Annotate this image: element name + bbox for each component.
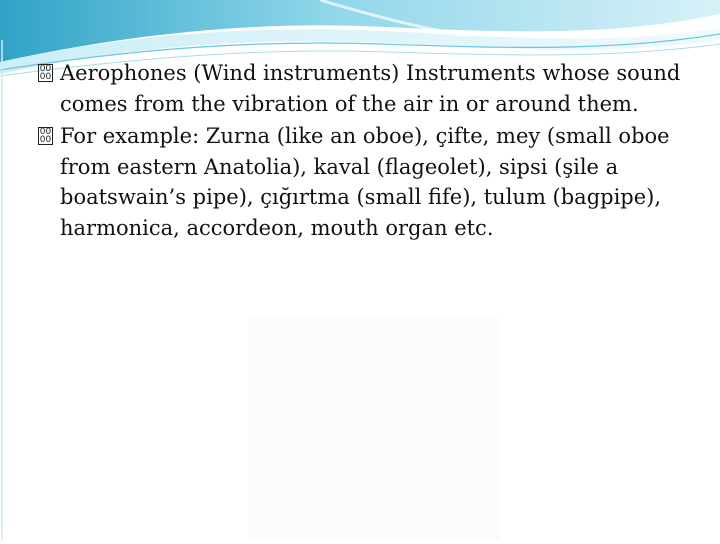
zurna-instrument-image (248, 318, 500, 540)
slide-body (38, 58, 698, 245)
left-accent-line (0, 40, 8, 540)
bullet-2-text: For example: Zurna (like an oboe), çifte, mey (small oboe from eastern Anatolia), kaval (flageolet), sipsi (şile a boatswain’s pipe), çığırtma (small fife), tulum (bagpipe), harmonica, accordeon, mouth organ etc. (60, 124, 670, 240)
missing-glyph-box-icon: 00 00 (39, 64, 52, 82)
photo-background (248, 318, 500, 540)
bullet-1-text: Aerophones (Wind instruments) Instruments whose sound comes from the vibration of the air in or around them. (60, 61, 681, 116)
missing-glyph-box-icon: 00 00 (39, 127, 52, 145)
bullet-2 (38, 121, 698, 243)
bullet-1 (38, 58, 698, 119)
